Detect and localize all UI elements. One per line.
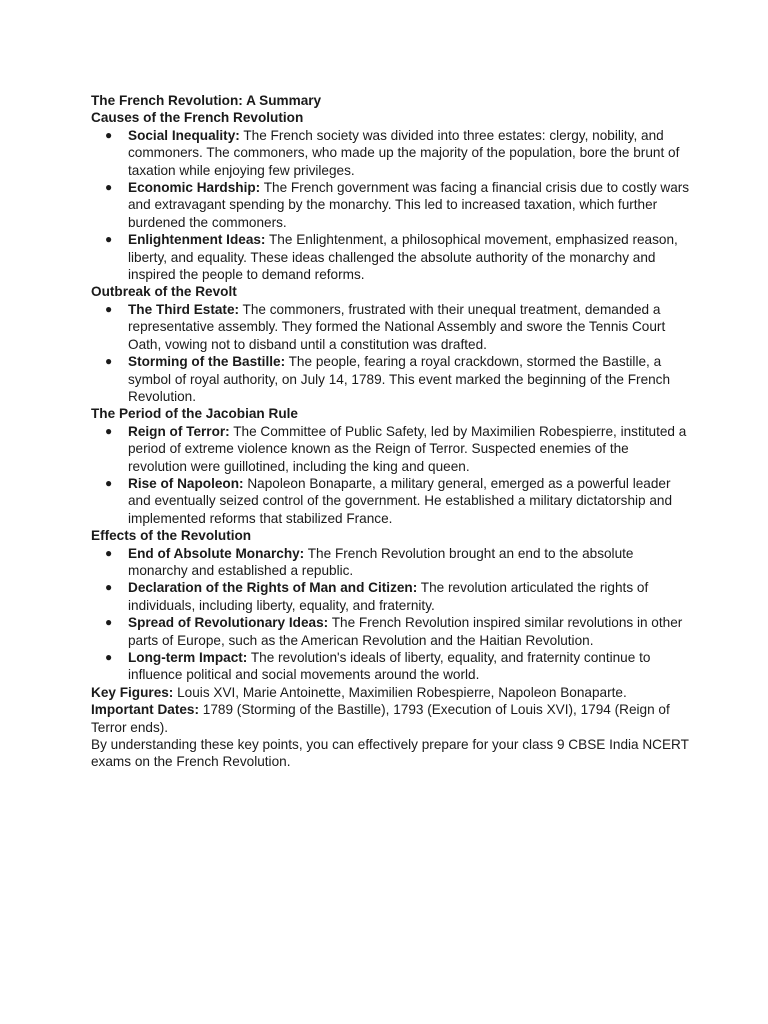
key-figures-text: Louis XVI, Marie Antoinette, Maximilien Robespierre, Napoleon Bonaparte. [173, 684, 627, 700]
list-item [91, 231, 691, 283]
document-page [91, 92, 691, 771]
bullet-icon: ● [105, 354, 113, 369]
bullet-icon: ● [105, 475, 113, 490]
section-heading-jacobian: The Period of the Jacobian Rule [91, 406, 298, 422]
jacobian-list [91, 423, 691, 527]
bullet-icon: ● [105, 301, 113, 316]
list-item [91, 127, 691, 179]
important-dates-paragraph [91, 701, 691, 736]
section-heading-effects: Effects of the Revolution [91, 528, 252, 544]
item-label: The Third Estate: [128, 301, 240, 317]
list-item [91, 545, 691, 580]
list-item [91, 179, 691, 231]
important-dates-label: Important Dates: [91, 702, 200, 718]
key-figures-label: Key Figures: [91, 684, 174, 700]
bullet-icon: ● [105, 232, 113, 247]
item-text: The French society was divided into three estates: clergy, nobility, and commoners. The commoners, who made up the majority of the population, bore the brunt of taxation while enjoying few privileges. [128, 127, 680, 178]
item-label: Economic Hardship: [128, 180, 261, 196]
item-text: The people, fearing a royal crackdown, stormed the Bastille, a symbol of royal authority, on July 14, 1789. This event marked the beginning of the French Revolution. [128, 354, 671, 404]
item-label: Rise of Napoleon: [128, 475, 244, 491]
list-item [91, 614, 691, 649]
important-dates-text: 1789 (Storming of the Bastille), 1793 (Execution of Louis XVI), 1794 (Reign of Terror ends). [91, 702, 670, 735]
list-item [91, 475, 691, 527]
item-text: The Enlightenment, a philosophical movement, emphasized reason, liberty, and equality. These ideas challenged the absolute authority of the monarchy and inspired the people to demand reforms. [128, 232, 678, 283]
closing-paragraph: By understanding these key points, you can effectively prepare for your class 9 CBSE India NCERT exams on the French Revolution. [91, 737, 689, 770]
item-text: The revolution's ideals of liberty, equality, and fraternity continue to influence political and social movements around the world. [128, 650, 651, 683]
item-text: The commoners, frustrated with their unequal treatment, demanded a representative assembly. They formed the National Assembly and swore the Tennis Court Oath, vowing not to disband until a constitution was drafted. [128, 301, 666, 352]
bullet-icon: ● [105, 650, 113, 664]
item-text: The revolution articulated the rights of individuals, including liberty, equality, and fraternity. [128, 580, 649, 613]
item-label: Enlightenment Ideas: [128, 232, 266, 248]
item-label: Spread of Revolutionary Ideas: [128, 615, 329, 631]
bullet-icon: ● [105, 180, 113, 195]
document-title: The French Revolution: A Summary [91, 93, 322, 108]
bullet-icon: ● [105, 127, 113, 142]
bullet-icon: ● [105, 423, 113, 438]
item-text: The French Revolution inspired similar revolutions in other parts of Europe, such as the American Revolution and the Haitian Revolution. [128, 615, 683, 648]
effects-list [91, 545, 691, 684]
list-item [91, 353, 691, 405]
item-label: Social Inequality: [128, 127, 240, 143]
bullet-icon: ● [105, 545, 113, 560]
section-heading-outbreak: Outbreak of the Revolt [91, 284, 237, 300]
item-label: Long-term Impact: [128, 650, 248, 665]
outbreak-list [91, 301, 691, 405]
item-text: The Committee of Public Safety, led by Maximilien Robespierre, instituted a period of extreme violence known as the Reign of Terror. Suspected enemies of the revolution were guillotined, including the king and queen. [128, 423, 687, 474]
section-heading-causes: Causes of the French Revolution [91, 110, 304, 126]
list-item [91, 649, 691, 684]
item-text: The French Revolution brought an end to the absolute monarchy and established a republic. [128, 545, 634, 578]
bullet-icon: ● [105, 615, 113, 630]
list-item [91, 423, 691, 475]
causes-list [91, 127, 691, 284]
key-figures-paragraph [91, 684, 691, 701]
list-item [91, 579, 691, 614]
item-text: Napoleon Bonaparte, a military general, emerged as a powerful leader and eventually seized control of the government. He established a military dictatorship and implemented reforms that stabilized France. [128, 475, 673, 526]
bullet-icon: ● [105, 580, 113, 595]
item-label: Declaration of the Rights of Man and Citizen: [128, 580, 418, 596]
item-label: End of Absolute Monarchy: [128, 545, 305, 561]
item-label: Storming of the Bastille: [128, 354, 286, 370]
item-text: The French government was facing a financial crisis due to costly wars and extravagant spending by the monarchy. This led to increased taxation, which further burdened the commoners. [128, 180, 690, 230]
item-label: Reign of Terror: [128, 423, 230, 439]
list-item [91, 301, 691, 353]
